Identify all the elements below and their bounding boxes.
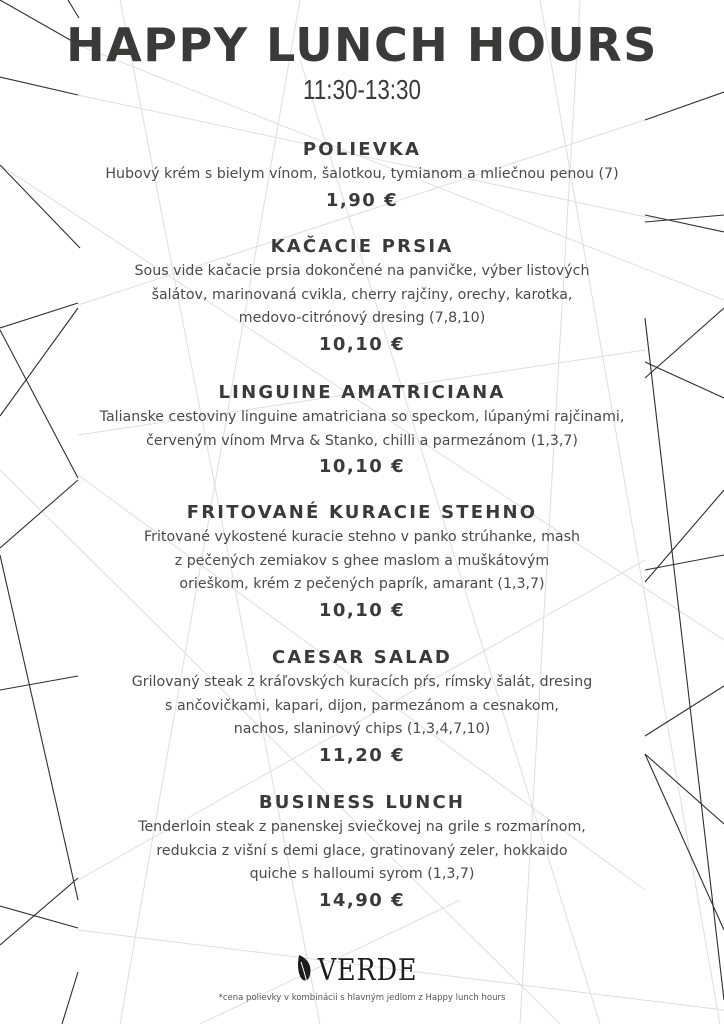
menu-item-linguine-amatriciana bbox=[0, 380, 724, 481]
menu-item-name: KAČACIE PRSIA bbox=[270, 236, 454, 257]
menu-item-caesar-salad bbox=[0, 645, 724, 770]
description-line: červeným vínom Mrva & Stanko, chilli a parmezánom (1,3,7) bbox=[146, 432, 578, 449]
description-line: orieškom, krém z pečených paprík, amarant (1,3,7) bbox=[179, 576, 545, 592]
menu-item-polievka bbox=[0, 137, 724, 215]
menu-item-description bbox=[0, 526, 724, 597]
description-line: medovo-citrónový dresing (7,8,10) bbox=[238, 310, 486, 326]
menu-item-price: 10,10 € bbox=[318, 456, 406, 477]
description-line: Hubový krém s bielym vínom, šalotkou, tymianom a mliečnou penou (7) bbox=[105, 166, 619, 182]
description-line: s ančovičkami, kapari, dijon, parmezánom a cesnakom, bbox=[165, 697, 559, 714]
menu-item-kacacie-prsia bbox=[0, 234, 724, 359]
menu-item-description bbox=[0, 406, 724, 453]
menu-item-description bbox=[0, 816, 724, 887]
lunch-hours: 11:30-13:30 bbox=[303, 74, 421, 105]
leaf-icon bbox=[297, 954, 313, 984]
description-line: z pečených zemiakov s ghee maslom a muškátovým bbox=[174, 552, 550, 569]
description-line: Grilovaný steak z kráľovských kuracích pŕs, rímsky šalát, dresing bbox=[131, 674, 593, 690]
description-line: Fritované vykostené kuracie stehno v panko strúhanke, mash bbox=[143, 529, 580, 545]
description-line: redukcia z višní s demi glace, gratinovaný zeler, hokkaido bbox=[156, 842, 568, 859]
menu-item-price: 14,90 € bbox=[318, 889, 406, 911]
menu-item-price: 10,10 € bbox=[318, 333, 406, 355]
page-title: HAPPY LUNCH HOURS bbox=[66, 18, 658, 72]
description-line: quiche s halloumi syrom (1,3,7) bbox=[249, 866, 475, 882]
description-line: Sous vide kačacie prsia dokončené na panvičke, výber listových bbox=[134, 263, 590, 279]
menu-item-price: 10,10 € bbox=[318, 599, 406, 621]
menu-item-name: POLIEVKA bbox=[302, 139, 422, 160]
menu-item-price: 11,20 € bbox=[318, 744, 406, 766]
description-line: Tenderloin steak z panenskej sviečkovej na grile s rozmarínom, bbox=[138, 819, 586, 835]
menu-item-name: BUSINESS LUNCH bbox=[258, 792, 466, 813]
menu-item-name: CAESAR SALAD bbox=[271, 647, 453, 668]
menu-item-price: 1,90 € bbox=[325, 189, 399, 211]
description-line: šalátov, marinovaná cvikla, cherry rajčiny, orechy, karotka, bbox=[151, 286, 573, 303]
menu-item-description bbox=[0, 260, 724, 331]
menu-item-name: FRITOVANÉ KURACIE STEHNO bbox=[186, 502, 538, 523]
description-line: Talianske cestoviny linguine amatriciana so speckom, lúpanými rajčinami, bbox=[99, 409, 625, 425]
description-line: nachos, slaninový chips (1,3,4,7,10) bbox=[233, 721, 491, 737]
footnote: *cena polievky v kombinácii s hlavným jedlom z Happy lunch hours bbox=[218, 993, 506, 1003]
logo-text: VERDE bbox=[318, 953, 418, 988]
verde-logo bbox=[0, 948, 724, 988]
menu-item-description bbox=[0, 163, 724, 187]
menu-item-name: LINGUINE AMATRICIANA bbox=[218, 382, 506, 403]
menu-item-description bbox=[0, 671, 724, 742]
menu-item-fritovane-kuracie-stehno bbox=[0, 500, 724, 625]
menu-item-business-lunch bbox=[0, 790, 724, 915]
